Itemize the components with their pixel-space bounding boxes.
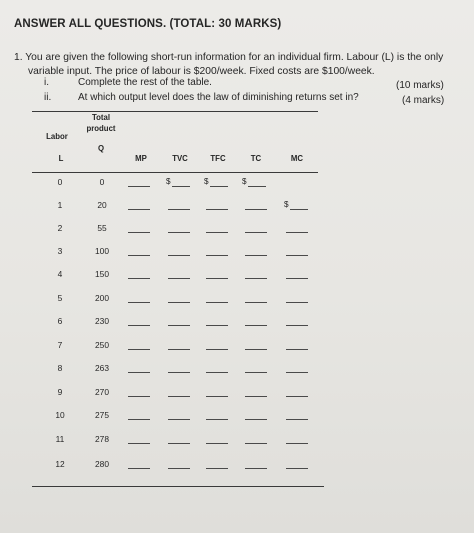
cell-labor: 2 [57, 223, 63, 233]
dollar-sign: $ [204, 177, 209, 186]
question-line-1: 1. You are given the following short-run information for an individual firm. Labour (L) is the only [14, 52, 444, 63]
blank-tvc[interactable] [168, 232, 190, 233]
blank-mp[interactable] [128, 232, 150, 233]
blank-tc[interactable] [245, 325, 267, 326]
blank-tvc[interactable] [168, 443, 190, 444]
blank-mp[interactable] [128, 325, 150, 326]
blank-mp[interactable] [128, 468, 150, 469]
blank-tfc[interactable] [206, 278, 228, 279]
blank-tc[interactable] [245, 468, 267, 469]
header-product: product [86, 124, 116, 133]
blank-mc[interactable] [286, 468, 308, 469]
blank-mc[interactable] [286, 325, 308, 326]
blank-tfc[interactable] [206, 443, 228, 444]
blank-mp[interactable] [128, 278, 150, 279]
cell-output: 20 [97, 200, 107, 210]
cell-labor: 7 [57, 340, 63, 350]
cell-output: 200 [95, 293, 109, 303]
blank-tc[interactable] [245, 209, 267, 210]
blank-tfc[interactable] [206, 396, 228, 397]
blank-tfc[interactable] [206, 302, 228, 303]
blank-tc[interactable] [248, 186, 266, 187]
blank-mp[interactable] [128, 255, 150, 256]
cell-labor: 3 [57, 246, 63, 256]
part-i-text: Complete the rest of the table. [78, 77, 212, 88]
blank-mc[interactable] [286, 302, 308, 303]
blank-mp[interactable] [128, 396, 150, 397]
blank-tvc[interactable] [168, 209, 190, 210]
blank-mp[interactable] [128, 419, 150, 420]
blank-tc[interactable] [245, 419, 267, 420]
blank-mc[interactable] [286, 255, 308, 256]
blank-mc[interactable] [286, 349, 308, 350]
blank-tc[interactable] [245, 396, 267, 397]
page-heading: ANSWER ALL QUESTIONS. (TOTAL: 30 MARKS) [14, 18, 282, 30]
blank-mc[interactable] [286, 396, 308, 397]
blank-tfc[interactable] [206, 372, 228, 373]
cell-labor: 0 [57, 177, 63, 187]
blank-mc[interactable] [286, 372, 308, 373]
blank-tfc[interactable] [206, 255, 228, 256]
blank-tc[interactable] [245, 232, 267, 233]
blank-mp[interactable] [128, 349, 150, 350]
header-mp: MP [135, 154, 147, 163]
top-rule [32, 111, 318, 112]
blank-tfc[interactable] [206, 349, 228, 350]
blank-tvc[interactable] [168, 302, 190, 303]
blank-tfc[interactable] [206, 468, 228, 469]
cell-output: 150 [95, 269, 109, 279]
cell-labor: 12 [55, 459, 65, 469]
blank-tvc[interactable] [168, 255, 190, 256]
cell-output: 0 [99, 177, 105, 187]
blank-tfc[interactable] [206, 232, 228, 233]
header-l: L [58, 154, 64, 163]
blank-mc[interactable] [286, 232, 308, 233]
blank-tvc[interactable] [168, 349, 190, 350]
blank-mc[interactable] [286, 443, 308, 444]
cell-labor: 1 [57, 200, 63, 210]
cell-labor: 9 [57, 387, 63, 397]
blank-tc[interactable] [245, 443, 267, 444]
blank-mc[interactable] [290, 209, 308, 210]
part-i-number: i. [44, 77, 49, 88]
blank-tvc[interactable] [168, 419, 190, 420]
blank-tvc[interactable] [172, 186, 190, 187]
cell-output: 280 [95, 459, 109, 469]
header-total: Total [91, 113, 111, 122]
cell-labor: 8 [57, 363, 63, 373]
header-mc: MC [290, 154, 304, 163]
blank-tvc[interactable] [168, 372, 190, 373]
cell-output: 275 [95, 410, 109, 420]
cell-labor: 6 [57, 316, 63, 326]
blank-mp[interactable] [128, 372, 150, 373]
part-ii-marks: (4 marks) [402, 95, 445, 106]
cell-output: 278 [95, 434, 109, 444]
cell-output: 250 [95, 340, 109, 350]
blank-mc[interactable] [286, 278, 308, 279]
blank-tc[interactable] [245, 278, 267, 279]
blank-mc[interactable] [286, 419, 308, 420]
blank-tfc[interactable] [206, 325, 228, 326]
cell-labor: 4 [57, 269, 63, 279]
dollar-sign: $ [284, 200, 289, 209]
blank-tvc[interactable] [168, 325, 190, 326]
blank-tc[interactable] [245, 255, 267, 256]
question-line-2: variable input. The price of labour is $200/week. Fixed costs are $100/week. [28, 66, 375, 77]
blank-tfc[interactable] [206, 419, 228, 420]
blank-tvc[interactable] [168, 396, 190, 397]
cell-labor: 11 [55, 434, 65, 444]
cell-labor: 10 [55, 410, 65, 420]
blank-tc[interactable] [245, 349, 267, 350]
header-tvc: TVC [172, 154, 188, 163]
blank-tc[interactable] [245, 302, 267, 303]
header-tfc: TFC [210, 154, 226, 163]
blank-mp[interactable] [128, 443, 150, 444]
cell-output: 55 [97, 223, 107, 233]
cell-output: 230 [95, 316, 109, 326]
blank-tfc[interactable] [206, 209, 228, 210]
header-tc: TC [250, 154, 262, 163]
blank-tvc[interactable] [168, 468, 190, 469]
header-rule [32, 172, 318, 173]
part-i-marks: (10 marks) [396, 80, 444, 91]
blank-tvc[interactable] [168, 278, 190, 279]
dollar-sign: $ [166, 177, 171, 186]
part-ii-number: ii. [44, 92, 52, 103]
part-ii-text: At which output level does the law of diminishing returns set in? [78, 92, 359, 103]
blank-tc[interactable] [245, 372, 267, 373]
cell-labor: 5 [57, 293, 63, 303]
bottom-rule [32, 486, 324, 487]
cell-output: 263 [95, 363, 109, 373]
dollar-sign: $ [242, 177, 247, 186]
blank-mp[interactable] [128, 186, 150, 187]
cell-output: 100 [95, 246, 109, 256]
blank-mp[interactable] [128, 302, 150, 303]
blank-tfc[interactable] [210, 186, 228, 187]
cell-output: 270 [95, 387, 109, 397]
header-labor: Labor [46, 132, 68, 141]
blank-mp[interactable] [128, 209, 150, 210]
header-q: Q [97, 144, 105, 153]
